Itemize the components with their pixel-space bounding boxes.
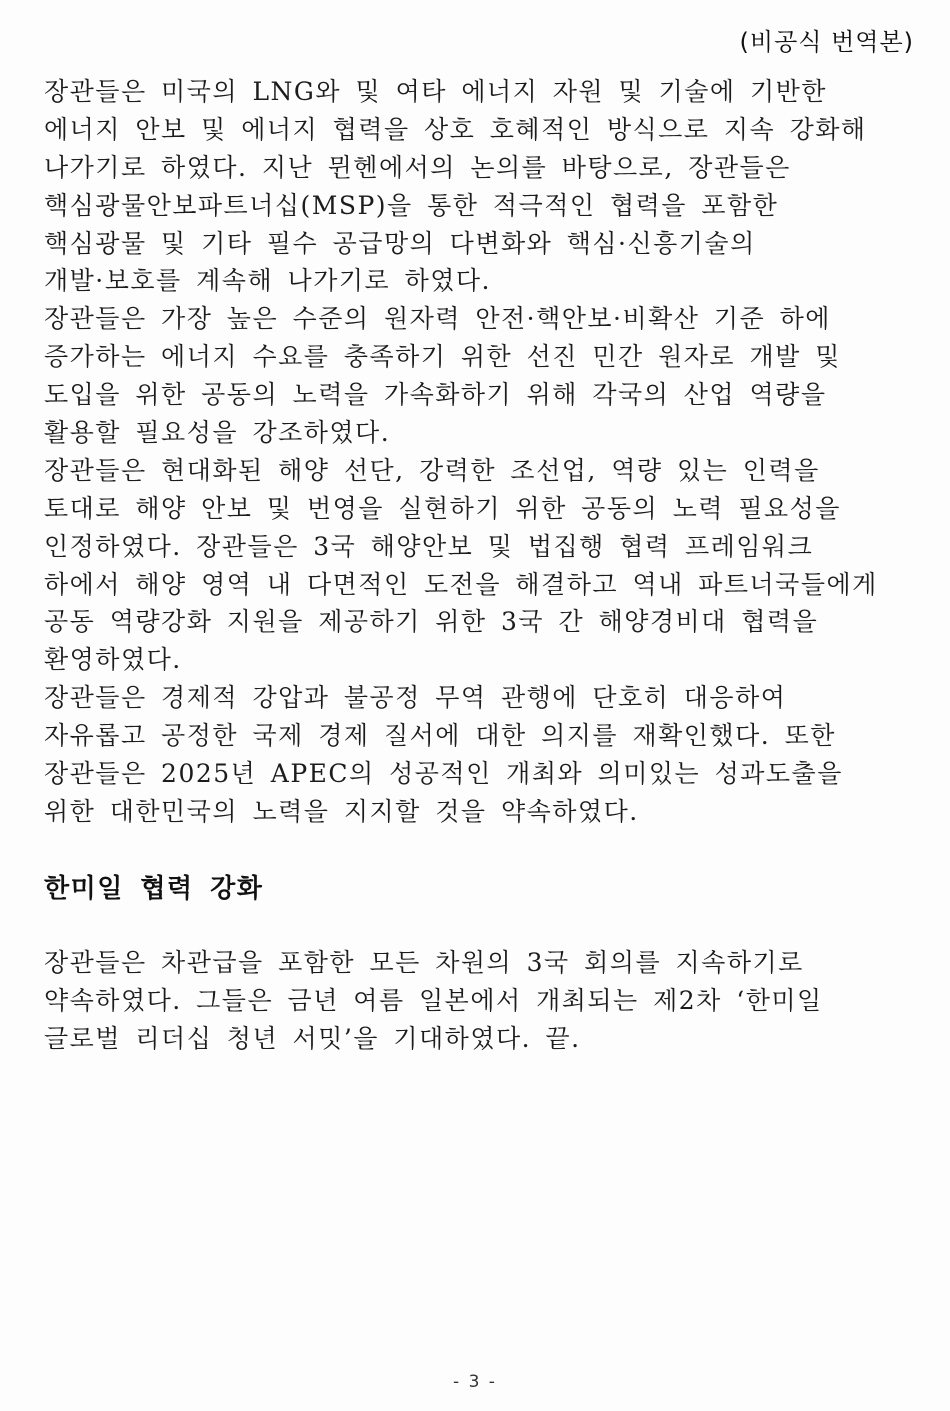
body-line: 장관들은 가장 높은 수준의 원자력 안전·핵안보·비확산 기준 하에 [44, 304, 831, 334]
body-line: 장관들은 미국의 LNG와 및 여타 에너지 자원 및 기술에 기반한 [44, 77, 827, 106]
body-line: 증가하는 에너지 수요를 충족하기 위한 선진 민간 원자로 개발 및 [44, 342, 841, 372]
body-text [44, 73, 924, 831]
body-line: 인정하였다. 장관들은 3국 해양안보 및 법집행 협력 프레임워크 [44, 531, 814, 561]
body-line: 위한 대한민국의 노력을 지지할 것을 약속하였다. [44, 796, 639, 826]
body-line: 장관들은 현대화된 해양 선단, 강력한 조선업, 역량 있는 인력을 [44, 455, 820, 485]
body-line: 에너지 안보 및 에너지 협력을 상호 호혜적인 방식으로 지속 강화해 [44, 114, 867, 144]
body-line: 하에서 해양 영역 내 다면적인 도전을 해결하고 역내 파트너국들에게 [44, 569, 878, 599]
body-line: 핵심광물안보파트너십(MSP)을 통한 적극적인 협력을 포함한 [44, 190, 779, 220]
unofficial-translation-tag: (비공식 번역본) [739, 28, 914, 56]
body-line: 도입을 위한 공동의 노력을 가속화하기 위해 각국의 산업 역량을 [44, 380, 827, 410]
body-line: 환영하였다. [44, 645, 182, 675]
body-line: 개발·보호를 계속해 나가기로 하였다. [44, 266, 491, 296]
section-heading: 한미일 협력 강화 [44, 874, 264, 904]
body-line: 자유롭고 공정한 국제 경제 질서에 대한 의지를 재확인했다. 또한 [44, 721, 836, 751]
section-text [44, 944, 924, 1058]
section-line: 약속하였다. 그들은 금년 여름 일본에서 개최되는 제2차 ‘한미일 [44, 985, 823, 1015]
body-line: 공동 역량강화 지원을 제공하기 위한 3국 간 해양경비대 협력을 [44, 607, 819, 637]
body-line: 장관들은 경제적 강압과 불공정 무역 관행에 단호히 대응하여 [44, 683, 787, 713]
body-line: 장관들은 2025년 APEC의 성공적인 개최와 의미있는 성과도출을 [44, 759, 843, 789]
body-line: 활용할 필요성을 강조하였다. [44, 418, 391, 448]
section-line: 글로벌 리더십 청년 서밋’을 기대하였다. 끝. [44, 1023, 581, 1053]
page-number: - 3 - [453, 1372, 497, 1392]
body-line: 핵심광물 및 기타 필수 공급망의 다변화와 핵심·신흥기술의 [44, 228, 756, 258]
body-line: 나가기로 하였다. 지난 뮌헨에서의 논의를 바탕으로, 장관들은 [44, 152, 791, 182]
body-line: 토대로 해양 안보 및 번영을 실현하기 위한 공동의 노력 필요성을 [44, 493, 841, 523]
section-line: 장관들은 차관급을 포함한 모든 차원의 3국 회의를 지속하기로 [44, 948, 804, 977]
